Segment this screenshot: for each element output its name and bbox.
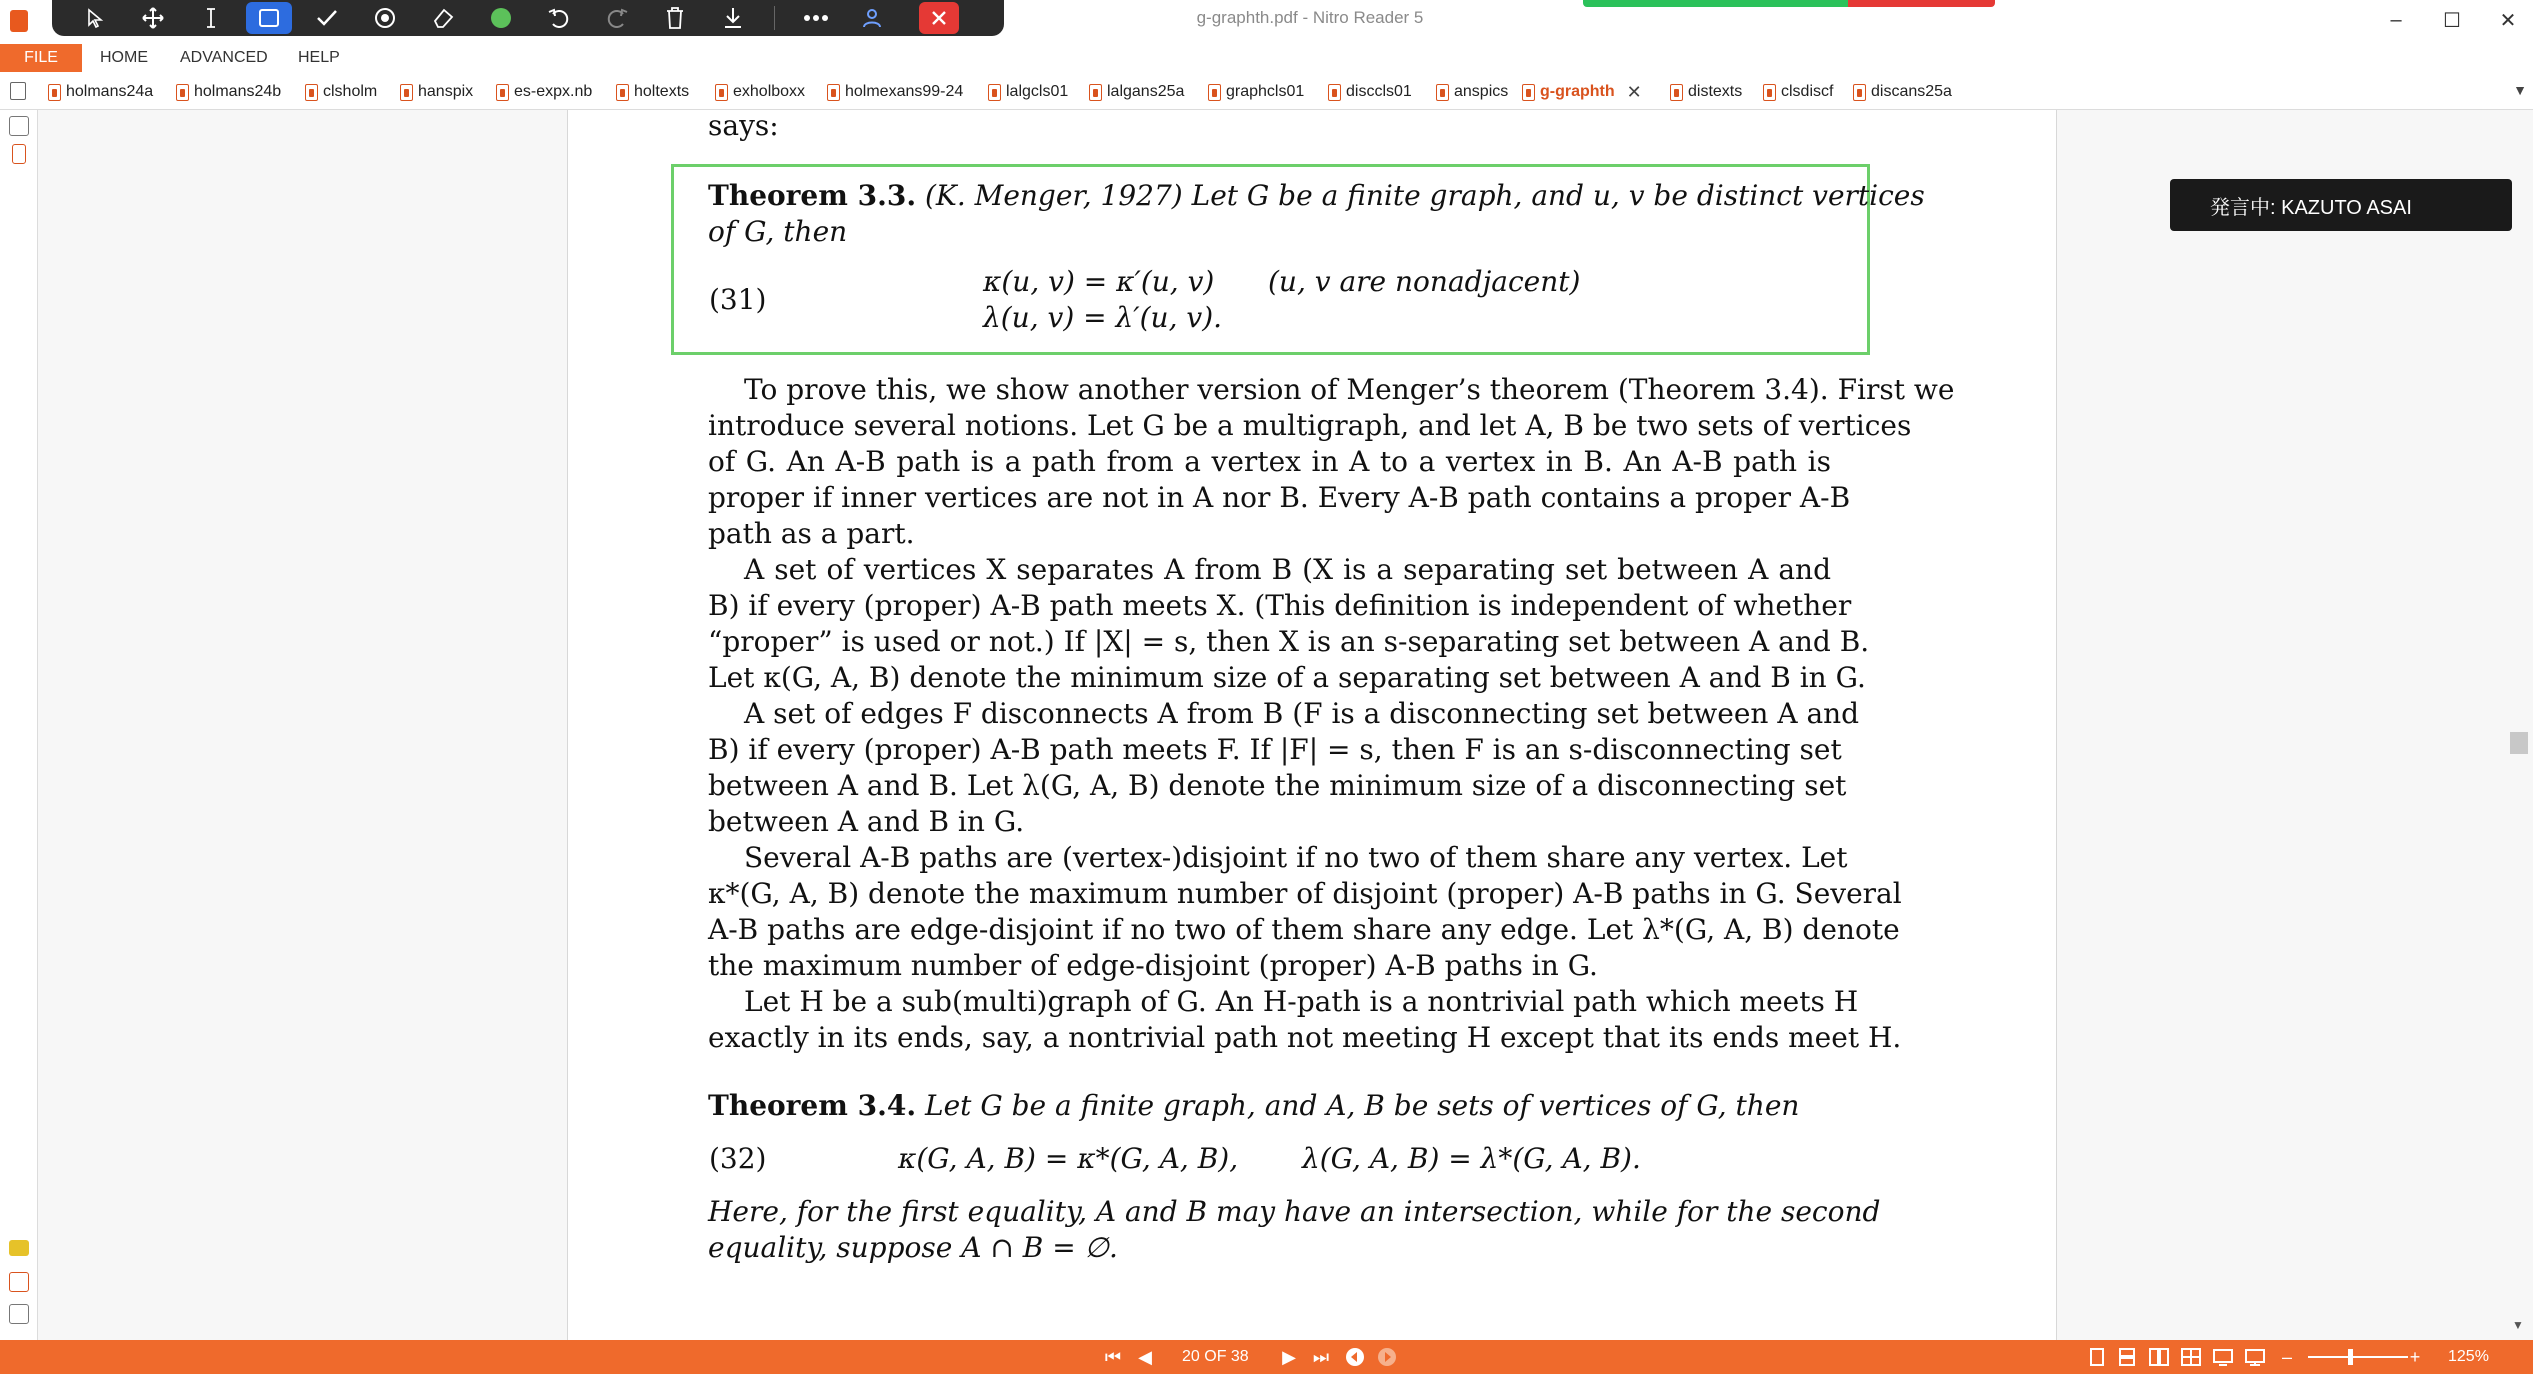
text-line: B) if every (proper) A-B path meets F. If |F| = s, then F is an s-disconnecting set: [708, 733, 1842, 766]
tab-distexts[interactable]: distexts: [1670, 81, 1742, 103]
equation-32-left: κ(G, A, B) = κ*(G, A, B),: [898, 1142, 1239, 1175]
tab-anspics[interactable]: anspics: [1436, 81, 1508, 103]
tab-disccls01[interactable]: disccls01: [1328, 81, 1412, 103]
text-cursor-icon[interactable]: [182, 0, 240, 36]
fit-width-icon[interactable]: [2212, 1347, 2234, 1367]
theorem-3-3-statement: (K. Menger, 1927) Let G be a finite graph, and u, v be distinct vertices: [925, 179, 1925, 212]
thumbnails-icon[interactable]: [9, 116, 29, 136]
undo-icon[interactable]: [530, 0, 588, 36]
tab-clsholm[interactable]: clsholm: [305, 81, 377, 103]
text-line: Here, for the first equality, A and B may have an intersection, while for the second: [708, 1195, 1881, 1228]
attachments-icon[interactable]: [9, 1272, 29, 1292]
text-line: A set of edges F disconnects A from B (F is a disconnecting set between A and: [744, 697, 1860, 730]
select-arrow-icon[interactable]: [66, 0, 124, 36]
pdf-file-icon: [1670, 84, 1683, 101]
tab-holmans24b[interactable]: holmans24b: [176, 81, 281, 103]
toolbar-separator: [774, 6, 775, 30]
first-page-icon[interactable]: ⏮: [1104, 1346, 1122, 1367]
equation-number: (31): [709, 283, 767, 316]
pdf-file-icon: [1089, 84, 1102, 101]
rectangle-select-icon[interactable]: [246, 2, 292, 34]
pdf-file-icon: [305, 84, 318, 101]
last-page-icon[interactable]: ⏭: [1312, 1346, 1330, 1367]
trash-icon[interactable]: [646, 0, 704, 36]
equation-number: (32): [709, 1142, 767, 1175]
vertical-scrollbar-thumb[interactable]: [2510, 732, 2528, 754]
pdf-file-icon: [827, 84, 840, 101]
tab-g-graphth[interactable]: g-graphth ✕: [1522, 81, 1642, 103]
tab-holtexts[interactable]: holtexts: [616, 81, 689, 103]
text-line: proper if inner vertices are not in A nor B. Every A-B path contains a proper A-B: [708, 481, 1851, 514]
tab-holmexans99-24[interactable]: holmexans99-24: [827, 81, 963, 103]
menu-help[interactable]: HELP: [298, 49, 340, 66]
menu-home[interactable]: HOME: [100, 49, 148, 66]
pdf-file-icon: [1328, 84, 1341, 101]
tab-discans25a[interactable]: discans25a: [1853, 81, 1952, 103]
facing-view-icon[interactable]: [2148, 1347, 2170, 1367]
text-line: exactly in its ends, say, a nontrivial path not meeting H except that its ends meet H.: [708, 1021, 1902, 1054]
continuous-view-icon[interactable]: [2116, 1347, 2138, 1367]
text-line: of G. An A-B path is a path from a vertex in A to a vertex in B. An A-B path is: [708, 445, 1831, 478]
text-line: Let κ(G, A, B) denote the minimum size of a separating set between A and B in G.: [708, 661, 1866, 694]
forward-view-icon[interactable]: [1376, 1347, 1398, 1367]
theorem-3-4-heading: Theorem 3.4.: [708, 1089, 917, 1122]
menu-advanced[interactable]: ADVANCED: [180, 49, 268, 66]
stamp-icon[interactable]: [356, 0, 414, 36]
session-progress-strip: [1583, 0, 1995, 7]
pdf-file-icon: [616, 84, 629, 101]
text-line: introduce several notions. Let G be a multigraph, and let A, B be two sets of vertices: [708, 409, 1912, 442]
menu-file[interactable]: FILE: [0, 44, 82, 72]
theorem-3-3-heading: Theorem 3.3.: [708, 179, 917, 212]
eraser-icon[interactable]: [414, 0, 472, 36]
tab-hanspix[interactable]: hanspix: [400, 81, 473, 103]
pdf-file-icon: [1522, 84, 1535, 101]
single-page-view-icon[interactable]: [2086, 1347, 2108, 1367]
pdf-file-icon: [1208, 84, 1221, 101]
equation-32-right: λ(G, A, B) = λ*(G, A, B).: [1302, 1142, 1641, 1175]
text-line: the maximum number of edge-disjoint (proper) A-B paths in G.: [708, 949, 1598, 982]
text-line: path as a part.: [708, 517, 915, 550]
zoom-slider-thumb[interactable]: [2348, 1349, 2353, 1365]
pdf-file-icon: [496, 84, 509, 101]
zoom-level[interactable]: 125%: [2448, 1348, 2489, 1365]
window-title: g-graphth.pdf - Nitro Reader 5: [1196, 8, 1424, 27]
pdf-file-icon: [1853, 84, 1866, 101]
menu-bar: [0, 40, 2533, 72]
nitro-logo-icon: [10, 10, 28, 32]
active-speaker-badge: 発言中: KAZUTO ASAI: [2170, 179, 2512, 231]
bookmarks-icon[interactable]: [12, 144, 26, 164]
zoom-out-button[interactable]: –: [2281, 1346, 2292, 1367]
theorem-3-3-statement-cont: of G, then: [708, 215, 848, 248]
floating-toolbar: [52, 0, 1004, 36]
pan-icon[interactable]: [124, 0, 182, 36]
document-list-icon[interactable]: [10, 82, 26, 100]
minimize-button[interactable]: –: [2390, 8, 2402, 31]
zoom-slider-track[interactable]: [2308, 1356, 2408, 1358]
text-line: equality, suppose A ∩ B = ∅.: [708, 1231, 1118, 1264]
equation-31-condition: (u, v are nonadjacent): [1268, 265, 1581, 298]
tab-lalgcls01[interactable]: lalgcls01: [988, 81, 1068, 103]
pages-panel-icon[interactable]: [9, 1304, 29, 1324]
equation-31-line-1: κ(u, v) = κ′(u, v): [983, 265, 1215, 298]
download-icon[interactable]: [704, 0, 762, 36]
text-line: A-B paths are edge-disjoint if no two of them share any edge. Let λ*(G, A, B) denote: [708, 913, 1900, 946]
facing-continuous-view-icon[interactable]: [2180, 1347, 2202, 1367]
pdf-file-icon: [988, 84, 1001, 101]
full-screen-icon[interactable]: [2244, 1347, 2266, 1367]
close-window-button[interactable]: ✕: [2499, 9, 2517, 32]
pdf-file-icon: [1436, 84, 1449, 101]
green-dot-icon[interactable]: [472, 0, 530, 36]
theorem-3-4-statement: Let G be a finite graph, and A, B be sets of vertices of G, then: [925, 1089, 1800, 1122]
text-line: between A and B in G.: [708, 805, 1025, 838]
check-icon[interactable]: [298, 0, 356, 36]
text-line: says:: [708, 109, 779, 142]
tab-exholboxx[interactable]: exholboxx: [715, 81, 805, 103]
scroll-down-chevron-icon[interactable]: ▼: [2512, 1318, 2524, 1332]
tab-clsdiscf[interactable]: clsdiscf: [1763, 81, 1833, 103]
pdf-file-icon: [1763, 84, 1776, 101]
document-tab-bar: [0, 72, 2533, 110]
back-view-icon[interactable]: [1344, 1347, 1366, 1367]
text-line: “proper” is used or not.) If |X| = s, then X is an s-separating set between A and B.: [708, 625, 1870, 658]
text-line: A set of vertices X separates A from B (X is a separating set between A and: [744, 553, 1831, 586]
text-line: B) if every (proper) A-B path meets X. (This definition is independent of whether: [708, 589, 1852, 622]
next-page-icon[interactable]: ▶: [1282, 1346, 1296, 1367]
tab-graphcls01[interactable]: graphcls01: [1208, 81, 1304, 103]
text-line: between A and B. Let λ(G, A, B) denote the minimum size of a disconnecting set: [708, 769, 1847, 802]
redo-icon[interactable]: [588, 0, 646, 36]
text-line: Let H be a sub(multi)graph of G. An H-path is a nontrivial path which meets H: [744, 985, 1859, 1018]
tab-lalgans25a[interactable]: lalgans25a: [1089, 81, 1184, 103]
tab-close-icon[interactable]: ✕: [1626, 81, 1642, 102]
toolbar-close-icon[interactable]: [919, 2, 959, 34]
text-line: Several A-B paths are (vertex-)disjoint if no two of them share any vertex. Let: [744, 841, 1848, 874]
pdf-file-icon: [715, 84, 728, 101]
equation-31-line-2: λ(u, v) = λ′(u, v).: [983, 301, 1223, 334]
text-line: To prove this, we show another version of Menger’s theorem (Theorem 3.4). First we: [744, 373, 1955, 406]
previous-page-icon[interactable]: ◀: [1138, 1346, 1152, 1367]
tab-es-expx[interactable]: es-expx.nb: [496, 81, 592, 103]
comments-icon[interactable]: [9, 1240, 29, 1256]
pdf-file-icon: [48, 84, 61, 101]
status-bar: [0, 1340, 2533, 1374]
user-settings-icon[interactable]: [845, 0, 903, 36]
maximize-button[interactable]: ☐: [2443, 9, 2461, 32]
pdf-file-icon: [400, 84, 413, 101]
zoom-in-button[interactable]: +: [2409, 1346, 2421, 1367]
tab-holmans24a[interactable]: holmans24a: [48, 81, 153, 103]
tab-overflow-chevron-icon[interactable]: ▼: [2513, 82, 2527, 98]
page-indicator[interactable]: 20 OF 38: [1182, 1348, 1249, 1365]
pdf-file-icon: [176, 84, 189, 101]
text-line: κ*(G, A, B) denote the maximum number of disjoint (proper) A-B paths in G. Several: [708, 877, 1902, 910]
left-rail: [0, 110, 38, 1340]
more-icon[interactable]: [787, 0, 845, 36]
